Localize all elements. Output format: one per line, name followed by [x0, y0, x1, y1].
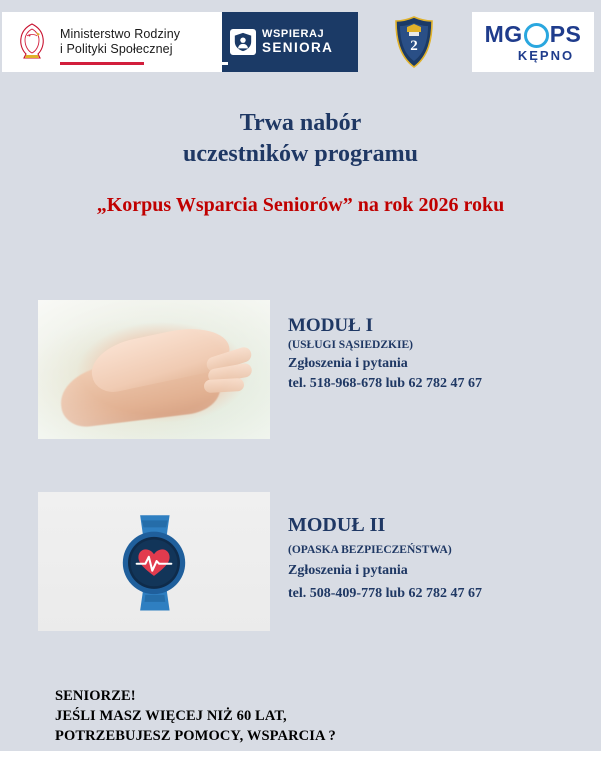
ministry-rule-divider: [60, 62, 228, 65]
module-block-2: [38, 492, 563, 631]
wspieraj-seniora-logo: [222, 12, 358, 72]
smart-band-icon: [102, 510, 206, 614]
title-line-1: Trwa nabór: [239, 110, 362, 136]
mgops-main-tail: PS: [549, 20, 582, 47]
mgops-city: KĘPNO: [517, 47, 575, 63]
mgops-main-head: MG: [484, 20, 523, 47]
svg-text:2: 2: [410, 38, 418, 54]
module-1-subtitle: (USŁUGI SĄSIEDZKIE): [288, 338, 413, 351]
module-2-title: MODUŁ II: [288, 514, 386, 536]
program-subtitle: „Korpus Wsparcia Seniorów” na rok 2026 roku: [96, 194, 505, 216]
helping-hands-photo: [38, 300, 270, 439]
mgops-logo: [472, 12, 594, 72]
ministry-name: [58, 12, 222, 72]
footer-line-2: JEŚLI MASZ WIĘCEJ NIŻ 60 LAT,: [55, 708, 287, 724]
polish-eagle-icon: [2, 12, 58, 72]
page-title: [0, 108, 601, 169]
footer-message: [55, 686, 336, 746]
footer-line-1: SENIORZE!: [55, 688, 136, 704]
title-line-2: uczestników programu: [183, 140, 418, 167]
safety-band-watch-photo: [38, 492, 270, 631]
module-1-contact-label: Zgłoszenia i pytania: [288, 356, 408, 372]
module-2-phone: tel. 508-409-778 lub 62 782 47 67: [288, 585, 483, 601]
ministry-logo: [2, 12, 358, 72]
module-block-1: [38, 300, 563, 439]
module-2-text: [270, 492, 482, 631]
bottom-strip: [0, 751, 601, 759]
mgops-ring-icon: [524, 23, 549, 48]
mgops-wordmark: [485, 22, 582, 47]
wspieraj-line2: SENIORA: [262, 39, 334, 55]
wspieraj-seniora-text: [262, 29, 333, 55]
module-1-phone: tel. 518-968-678 lub 62 782 47 67: [288, 376, 483, 392]
kepno-coat-of-arms-icon: [383, 12, 445, 72]
module-1-text: [270, 300, 482, 439]
wspieraj-line1: WSPIERAJ: [262, 28, 325, 41]
shield-person-icon: [230, 29, 256, 55]
ministry-line2: i Polityki Społecznej: [60, 42, 173, 56]
header-logo-bar: [0, 12, 601, 72]
footer-line-3: POTRZEBUJESZ POMOCY, WSPARCIA ?: [55, 728, 336, 744]
module-2-contact-label: Zgłoszenia i pytania: [288, 563, 408, 579]
ministry-line1: Ministerstwo Rodziny: [60, 27, 181, 42]
module-2-subtitle: (OPASKA BEZPIECZEŃSTWA): [288, 544, 452, 556]
photo-vignette: [38, 300, 270, 439]
module-1-title: MODUŁ I: [288, 315, 373, 336]
